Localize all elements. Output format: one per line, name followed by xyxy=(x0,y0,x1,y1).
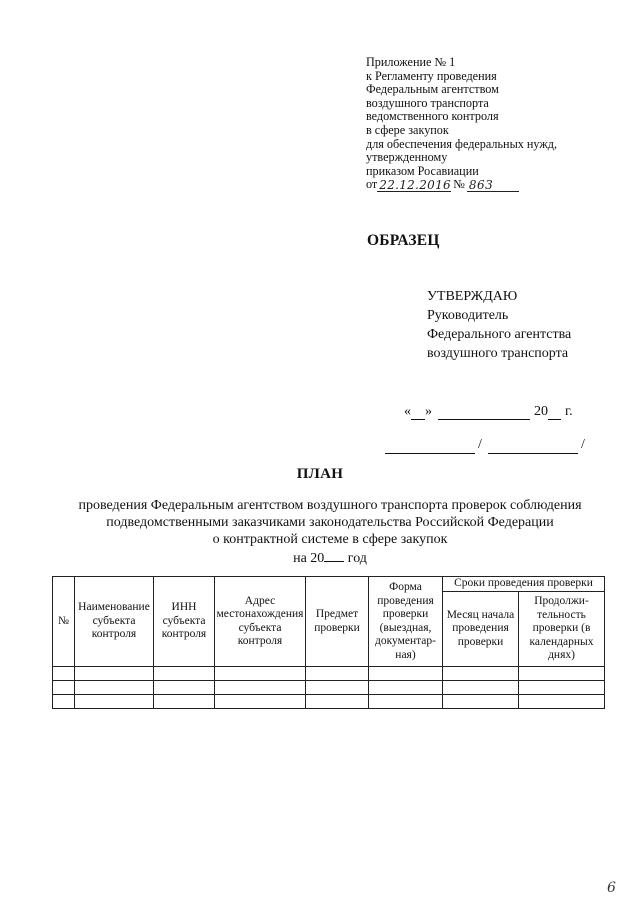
plan-title: ПЛАН xyxy=(296,466,344,482)
table-cell xyxy=(306,681,369,695)
col-header-name: Наименование субъекта контроля xyxy=(75,577,154,667)
table-cell xyxy=(154,695,215,709)
table-cell xyxy=(215,681,306,695)
table-cell xyxy=(306,667,369,681)
plan-table xyxy=(52,576,605,709)
approval-line: воздушного транспорта xyxy=(427,346,569,361)
table-cell xyxy=(519,667,605,681)
table-cell xyxy=(215,667,306,681)
table-cell xyxy=(53,695,75,709)
plan-year-line xyxy=(40,548,620,567)
plan-subtitle-line: подведомственными заказчиками законодательства Российской Федерации xyxy=(106,515,554,530)
table-cell xyxy=(369,695,443,709)
table-cell xyxy=(443,681,519,695)
table-row xyxy=(53,695,605,709)
signature-line xyxy=(385,437,595,455)
appendix-line: утвержденному xyxy=(366,150,448,165)
table-cell xyxy=(53,667,75,681)
plan-year-prefix: на 20 xyxy=(293,551,325,566)
approval-block xyxy=(427,287,571,363)
plan-year-suffix: год xyxy=(347,551,367,566)
appendix-line: в сфере закупок xyxy=(366,122,449,137)
table-cell xyxy=(75,667,154,681)
table-cell xyxy=(154,667,215,681)
table-cell xyxy=(369,681,443,695)
sample-label: ОБРАЗЕЦ xyxy=(367,232,440,249)
signature-separator: / xyxy=(478,437,482,452)
page-mark: 6 xyxy=(607,880,616,896)
date-quote-close: » xyxy=(425,404,432,419)
table-cell xyxy=(75,681,154,695)
col-header-month: Месяц начала проведения проверки xyxy=(443,592,519,667)
appendix-line: приказом Росавиации xyxy=(366,163,479,178)
order-prefix: от xyxy=(366,177,378,192)
col-header-inn: ИНН субъекта контроля xyxy=(154,577,215,667)
order-number-handwritten: 863 xyxy=(467,179,519,192)
plan-subtitle xyxy=(40,497,620,567)
signature-blank xyxy=(385,437,475,454)
order-date-handwritten: 22.12.2016 xyxy=(379,177,451,192)
col-header-duration: Продолжи-тельность проверки (в календарных днях) xyxy=(519,592,605,667)
appendix-block xyxy=(366,56,606,192)
appendix-line: Федеральным агентством xyxy=(366,82,499,97)
order-number-sign: № xyxy=(453,177,465,192)
plan-subtitle-line: проведения Федеральным агентством воздушного транспорта проверок соблюдения xyxy=(78,498,582,513)
appendix-line: воздушного транспорта xyxy=(366,95,489,110)
approval-line: УТВЕРЖДАЮ xyxy=(427,289,518,304)
signature-separator-end: / xyxy=(581,437,585,452)
appendix-line: для обеспечения федеральных нужд, xyxy=(366,136,558,151)
table-row xyxy=(53,681,605,695)
approval-line: Федерального агентства xyxy=(427,327,572,342)
table-cell xyxy=(369,667,443,681)
table-cell xyxy=(519,681,605,695)
day-blank xyxy=(411,405,425,420)
month-blank xyxy=(438,405,530,420)
plan-subtitle-line: о контрактной системе в сфере закупок xyxy=(212,532,448,547)
year-suffix: г. xyxy=(565,404,573,419)
table-cell xyxy=(443,695,519,709)
appendix-line: Приложение № 1 xyxy=(366,55,456,69)
table-cell xyxy=(443,667,519,681)
table-cell xyxy=(75,695,154,709)
appendix-line: ведомственного контроля xyxy=(366,109,499,124)
table-row xyxy=(53,667,605,681)
table-cell xyxy=(154,681,215,695)
order-line xyxy=(366,178,606,192)
year-blank xyxy=(548,405,561,420)
col-header-form: Форма проведения проверки (выездная, документар-ная) xyxy=(369,577,443,667)
appendix-line: к Регламенту проведения xyxy=(366,68,497,83)
col-header-subject: Предмет проверки xyxy=(306,577,369,667)
col-header-number: № xyxy=(53,577,75,667)
table-cell xyxy=(519,695,605,709)
date-quote-open: « xyxy=(404,404,411,419)
col-header-address: Адрес местонахождения субъекта контроля xyxy=(215,577,306,667)
table-cell xyxy=(215,695,306,709)
approval-line: Руководитель xyxy=(427,308,509,323)
approval-date-line xyxy=(404,404,573,420)
plan-year-blank xyxy=(324,548,344,562)
table-cell xyxy=(53,681,75,695)
name-blank xyxy=(488,437,578,454)
table-cell xyxy=(306,695,369,709)
col-header-terms: Сроки проведения проверки xyxy=(443,577,605,592)
plan-table-body xyxy=(53,667,605,709)
year-prefix: 20 xyxy=(534,404,548,419)
